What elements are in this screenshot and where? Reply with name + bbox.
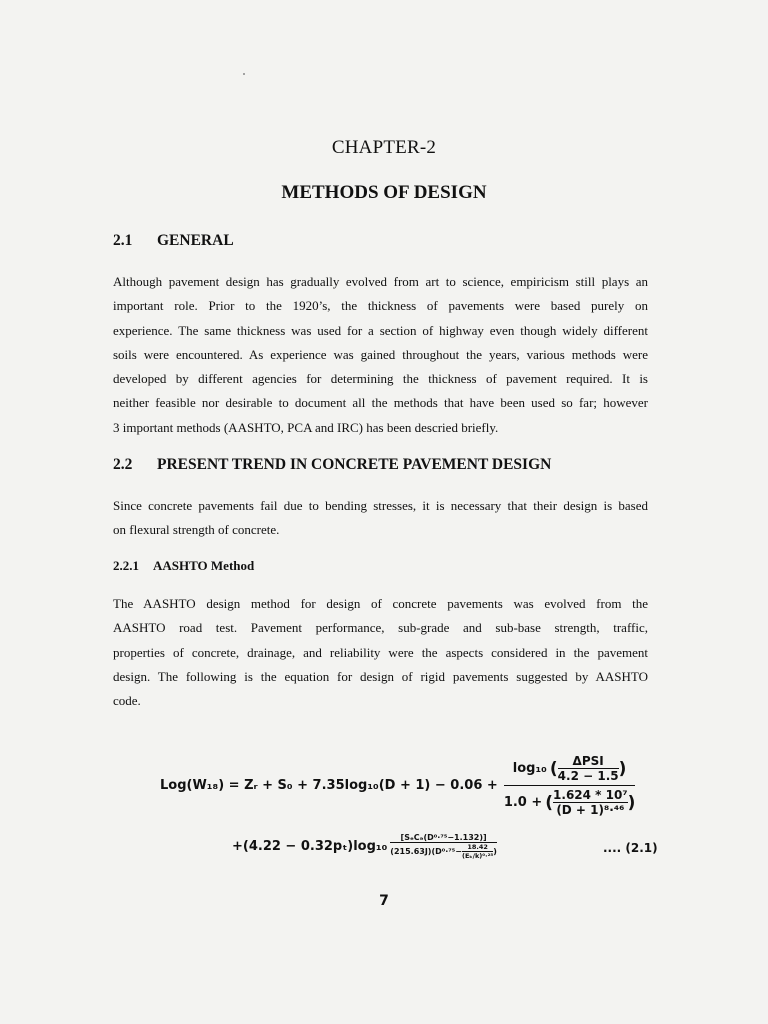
section-heading-present-trend	[113, 456, 551, 474]
chapter-label: CHAPTER-2	[331, 137, 437, 158]
section-title: PRESENT TREND IN CONCRETE PAVEMENT DESIGN	[157, 456, 552, 473]
equation-lhs: Log(W₁₈) = Zᵣ + S₀ + 7.35log₁₀(D + 1) − 0.06 +	[160, 778, 498, 793]
nested-denominator: (Eₖ/k)⁰·²⁵	[462, 852, 494, 860]
subsection-heading-aashto	[113, 558, 254, 574]
open-paren: (	[549, 758, 558, 779]
delta-psi-fraction	[558, 754, 619, 783]
text-line: 3 important methods (AASHTO, PCA and IRC) has been descried briefly.	[113, 419, 499, 435]
page-number: 7	[379, 893, 389, 909]
text-line: soils were encountered. As experience was gained throughout the years, various methods were	[113, 346, 648, 362]
section-heading-general	[113, 232, 234, 250]
inner-denominator: (D + 1)⁸·⁴⁶	[556, 803, 625, 817]
text-line: The AASHTO design method for design of concrete pavements was evolved from the	[113, 596, 648, 611]
delta-psi: ΔPSI	[572, 754, 604, 768]
paragraph-present-trend	[113, 494, 648, 543]
log-argument-fraction	[390, 833, 497, 860]
log-argument-denominator	[390, 843, 497, 860]
denominator-prefix: 1.0 +	[503, 795, 543, 810]
log-term: log₁₀	[512, 761, 547, 776]
chapter-title: METHODS OF DESIGN	[281, 182, 487, 203]
text-line: code.	[113, 693, 141, 709]
open-paren: (	[545, 792, 554, 813]
equation-second-term: +(4.22 − 0.32pₜ)log₁₀	[232, 839, 388, 854]
close-paren: )	[493, 847, 497, 856]
close-paren: )	[627, 792, 636, 813]
text-line: neither feasible nor desirable to document all the methods that have been used so far; however	[113, 395, 648, 411]
close-paren: )	[618, 758, 627, 779]
text-line: experience. The same thickness was used for a section of highway even though widely different	[113, 322, 648, 338]
log-argument-numerator: [SₑCₔ(D⁰·⁷⁵−1.132)]	[400, 833, 487, 842]
text-line: properties of concrete, drainage, and reliability were the aspects considered in the pavement	[113, 644, 648, 660]
denominator-prefix: (215.63J)(D⁰·⁷⁵−	[390, 847, 463, 856]
nested-fraction	[462, 843, 493, 860]
text-line: Although pavement design has gradually evolved from art to science, empiricism still plays an	[113, 274, 648, 289]
paragraph-general	[113, 270, 648, 440]
scan-speck	[243, 73, 245, 75]
fraction-denominator	[504, 786, 636, 817]
section-number: 2.1	[113, 232, 133, 249]
text-line: developed by different agencies for determining the thickness of pavement required. It is	[113, 371, 648, 387]
equation-line-1	[160, 754, 635, 817]
text-line: Since concrete pavements fail due to bending stresses, it is necessary that their design is based	[113, 498, 648, 513]
text-line: AASHTO road test. Pavement performance, sub-grade and sub-base strength, traffic,	[113, 620, 648, 636]
equation-line-2	[232, 833, 497, 860]
fraction-numerator	[511, 754, 629, 785]
inner-fraction	[553, 788, 628, 817]
text-line: on flexural strength of concrete.	[113, 522, 280, 538]
inner-numerator: 1.624 * 10⁷	[553, 788, 628, 802]
text-line: important role. Prior to the 1920’s, the thickness of pavements were based purely on	[113, 298, 648, 314]
equation-main-fraction	[504, 754, 636, 817]
section-number: 2.2	[113, 456, 133, 473]
subsection-number: 2.2.1	[113, 558, 139, 573]
text-line: design. The following is the equation for design of rigid pavements suggested by AASHTO	[113, 668, 648, 684]
psi-range: 4.2 − 1.5	[557, 769, 619, 783]
paragraph-aashto	[113, 592, 648, 713]
section-title: GENERAL	[157, 232, 234, 249]
subsection-title: AASHTO Method	[153, 558, 255, 573]
equation-number: .... (2.1)	[603, 841, 658, 855]
nested-numerator: 18.42	[467, 843, 488, 851]
